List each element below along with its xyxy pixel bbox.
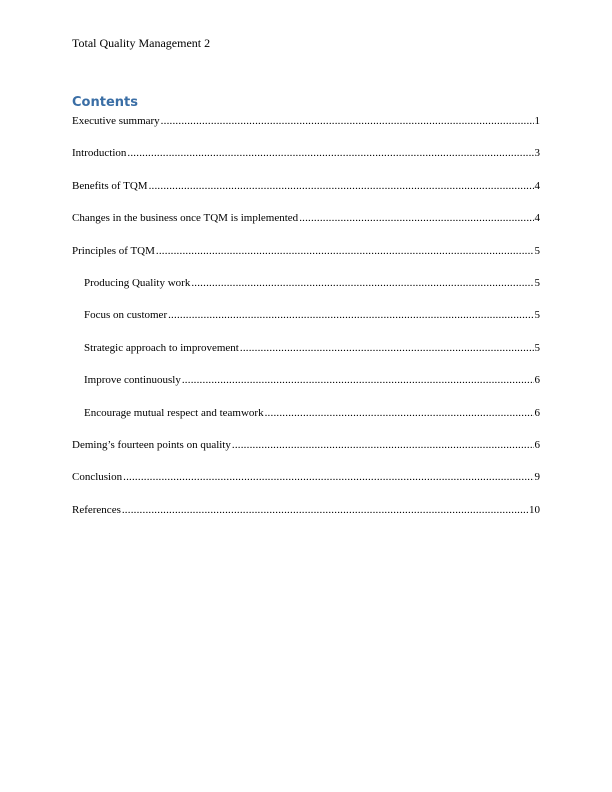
toc-entry[interactable]	[72, 114, 540, 146]
toc-subentry[interactable]	[72, 308, 540, 340]
toc-entry[interactable]	[72, 438, 540, 470]
toc-entry-page: 5	[534, 341, 540, 354]
toc-entry-text: Deming’s fourteen points on quality	[72, 438, 231, 451]
toc-entry-text: Focus on customer	[84, 309, 168, 322]
toc-entry-page: 3	[534, 147, 540, 160]
toc-entry-text: Benefits of TQM	[72, 179, 148, 192]
toc-entry-page: 5	[534, 309, 540, 322]
toc-entry-page: 4	[534, 179, 540, 192]
toc-entry-page: 10	[529, 503, 540, 516]
toc-leader-dots	[232, 438, 534, 452]
toc-entry[interactable]	[72, 470, 540, 502]
toc-leader-dots	[168, 308, 533, 322]
toc-title: Contents	[72, 95, 138, 110]
running-header: Total Quality Management 2	[72, 36, 211, 50]
toc-entry-page: 5	[534, 244, 540, 257]
toc-entry-text: Encourage mutual respect and teamwork	[84, 406, 264, 419]
toc-subentry[interactable]	[72, 373, 540, 405]
toc-entry[interactable]	[72, 503, 540, 535]
toc-entry[interactable]	[72, 211, 540, 243]
toc-leader-dots	[182, 373, 534, 387]
toc-leader-dots	[156, 244, 534, 258]
toc-entry-page: 6	[534, 374, 540, 387]
toc-leader-dots	[161, 114, 534, 128]
table-of-contents	[72, 114, 540, 535]
toc-leader-dots	[265, 406, 534, 420]
toc-entry[interactable]	[72, 244, 540, 276]
toc-entry-page: 1	[534, 115, 540, 127]
toc-entry-page: 5	[534, 276, 540, 289]
toc-leader-dots	[123, 470, 533, 484]
toc-entry-page: 6	[534, 406, 540, 419]
toc-entry-text: Strategic approach to improvement	[84, 341, 239, 354]
toc-leader-dots	[191, 276, 533, 290]
toc-leader-dots	[127, 146, 533, 160]
toc-entry-text: References	[72, 503, 121, 516]
toc-entry-text: Executive summary	[72, 115, 160, 127]
toc-leader-dots	[122, 503, 528, 517]
toc-entry[interactable]	[72, 179, 540, 211]
toc-subentry[interactable]	[72, 341, 540, 373]
toc-entry-text: Introduction	[72, 147, 127, 160]
toc-leader-dots	[149, 179, 534, 193]
toc-subentry[interactable]	[72, 276, 540, 308]
toc-entry-text: Improve continuously	[84, 374, 181, 387]
toc-entry-text: Principles of TQM	[72, 244, 155, 257]
toc-subentry[interactable]	[72, 406, 540, 438]
toc-leader-dots	[240, 341, 534, 355]
toc-entry[interactable]	[72, 146, 540, 178]
toc-leader-dots	[299, 211, 533, 225]
toc-entry-text: Producing Quality work	[84, 276, 191, 289]
toc-entry-page: 6	[534, 438, 540, 451]
toc-entry-text: Conclusion	[72, 471, 123, 484]
toc-entry-page: 4	[534, 212, 540, 225]
toc-entry-text: Changes in the business once TQM is implemented	[72, 212, 299, 225]
toc-entry-page: 9	[534, 471, 540, 484]
